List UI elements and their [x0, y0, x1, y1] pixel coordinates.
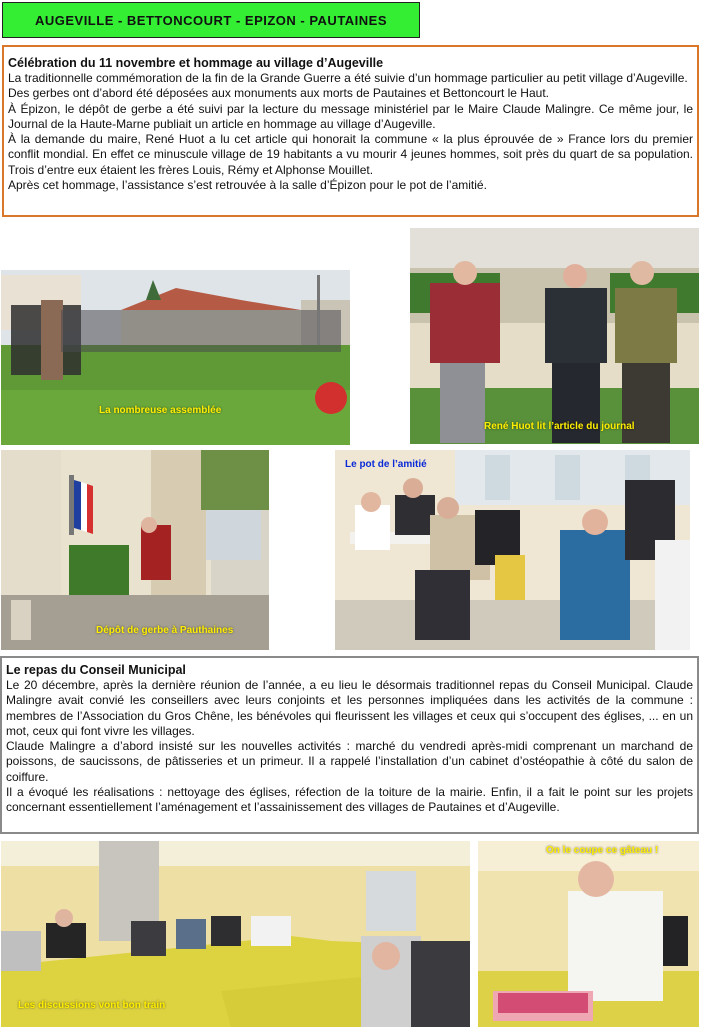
article-paragraph: À Épizon, le dépôt de gerbe a été suivi par la lecture du message ministériel par le Maire Claude Malingre. Ce même jour, le Journal de la Haute-Marne publiait un article en hommage au village d’Augeville.	[8, 101, 693, 131]
article-paragraph: La traditionnelle commémoration de la fin de la Grande Guerre a été suivie d’un hommage particulier au petit village d’Augeville.	[8, 71, 688, 85]
article-paragraph: Le 20 décembre, après la dernière réunion de l’année, a eu lieu le désormais traditionnel repas du Conseil Municipal. Claude Malingre avait convié les conseillers avec leurs conjoints et les personnes impliquées dans les activités de la commune : membres de l’Association du Gros Chêne, les bénévoles qui fleurissent les villages et ceux qui s’occupent des églises, ... en un mot, ceux qui font vivre les villages.	[6, 678, 693, 738]
caption-reading: René Huot lit l’article du journal	[484, 421, 635, 432]
caption-cake: On le coupe ce gâteau !	[546, 845, 659, 856]
article-paragraph: Il a évoqué les réalisations : nettoyage des églises, réfection de la toiture de la mairie. Enfin, il a fait le point sur les projets concernant essentiellement l’aménagement et l’assainissement des villages de Pautaines et d’Augeville.	[6, 785, 693, 815]
article-paragraph: À la demande du maire, René Huot a lu cet article qui honorait la commune « la plus éprouvée de » France lors du premier conflit mondial. En effet ce minuscule village de 19 habitants a vu mourir 4 jeunes hommes, soit près du quart de sa population. Trois d’entre eux étaient les frères Louis, Rémy et Alphonse Mouillet.	[8, 132, 693, 177]
caption-wreath: Dépôt de gerbe à Pauthaines	[96, 625, 234, 636]
article-paragraph: Claude Malingre a d’abord insisté sur les nouvelles activités : marché du vendredi après-midi comprenant un marchand de poissons, de saucissons, de pâtisseries et un primeur. Il a rappelé l’installation d’un cabinet d’ostéopathie à côté du salon de coiffure.	[6, 739, 693, 784]
caption-assembly: La nombreuse assemblée	[99, 405, 222, 416]
photo-assembly	[1, 270, 350, 445]
article-title: Célébration du 11 novembre et hommage au village d’Augeville	[8, 56, 384, 70]
photo-cake	[478, 841, 699, 1027]
article-council-meal	[0, 656, 699, 834]
caption-discussion: Les discussions vont bon train	[18, 1000, 166, 1011]
photo-reading	[410, 228, 699, 444]
article-armistice	[2, 45, 699, 217]
article-paragraph: Après cet hommage, l’assistance s’est retrouvée à la salle d’Épizon pour le pot de l’amitié.	[8, 178, 487, 193]
caption-drink: Le pot de l’amitié	[345, 459, 427, 470]
article-paragraph: Des gerbes ont d’abord été déposées aux monuments aux morts de Pautaines et Bettoncourt le Haut.	[8, 86, 549, 101]
photo-wreath	[1, 450, 269, 650]
article-title: Le repas du Conseil Municipal	[6, 663, 186, 677]
photo-drink	[335, 450, 690, 650]
page-banner: AUGEVILLE - BETTONCOURT - EPIZON - PAUTAINES	[2, 2, 420, 38]
